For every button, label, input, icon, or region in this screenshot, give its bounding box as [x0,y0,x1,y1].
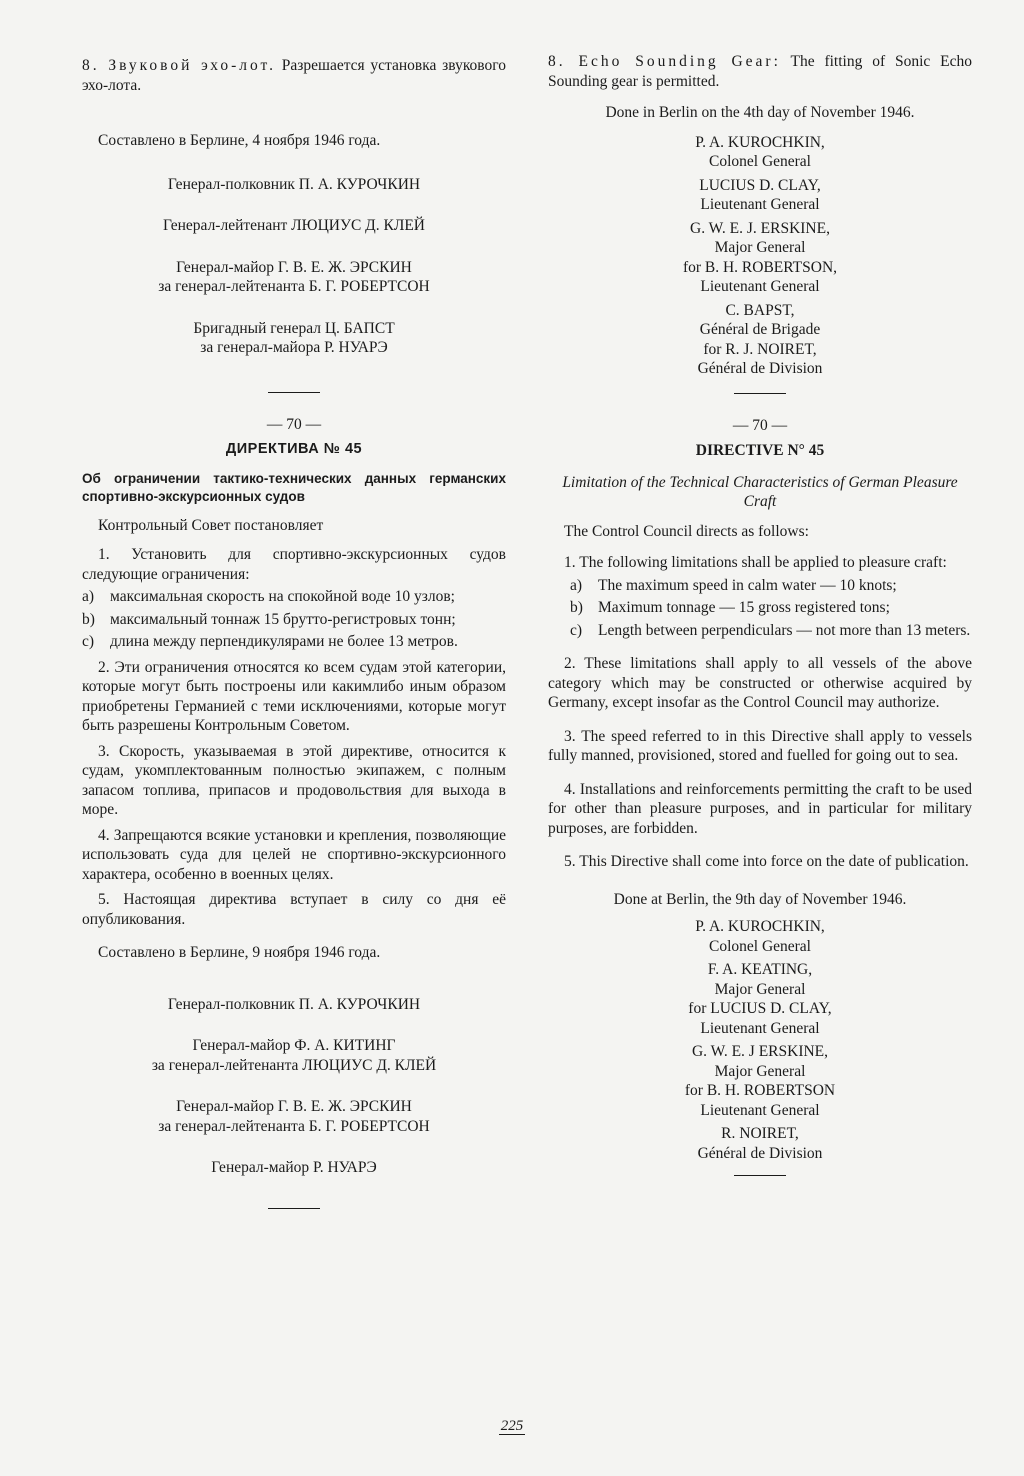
divider-rule [268,1208,320,1209]
signature-block [82,258,506,297]
en-paragraph-1: 1. The following limitations shall be applied to pleasure craft: [564,554,947,571]
ru-done-date-2: Составлено в Берлине, 9 ноября 1946 года. [98,944,381,961]
signature-line: G. W. E. J. ERSKINE, [690,219,830,237]
limit-list-item [570,576,972,596]
signature-line: Major General [714,1062,806,1080]
ru-signatures-1 [82,175,506,358]
signature-line: Lieutenant General [700,1101,820,1119]
signature-line: Lieutenant General [700,278,820,295]
signature-block [548,301,972,379]
ru-item8 [82,56,506,95]
en-paragraph-2: 2. These limitations shall apply to all vessels of the above category which may be constructed or otherwise acquired by Germany, except insofar as the Control Council may authorize. [548,655,972,711]
divider-rule [268,392,320,393]
en-done-date-2: Done at Berlin, the 9th day of November 1946. [613,890,907,908]
signature-block [82,216,506,236]
signature-line: Major General [714,980,806,998]
en-item8-text: The fitting of Sonic Echo Sounding gear is permitted. [548,53,972,90]
limit-list-label: a) [570,576,583,594]
signature-line: Colonel General [708,153,811,170]
signature-line: за генерал-лейтенанта ЛЮЦИУС Д. КЛЕЙ [151,1056,437,1074]
limit-list-label: а) [82,588,95,605]
en-limit-list [548,576,972,641]
limit-list-text: длина между перпендикулярами не более 13 метров. [110,633,458,650]
signature-line: F. A. KEATING, [707,961,813,978]
signature-line: Генерал-майор Г. В. Е. Ж. ЭРСКИН [176,1098,412,1115]
signature-line: for R. J. NOIRET, [703,340,817,358]
limit-list-text: Length between perpendiculars — not more than 13 meters. [598,621,971,639]
limit-list-text: The maximum speed in calm water — 10 knots; [598,576,897,594]
signature-line: Général de Division [697,1144,823,1162]
signature-block [82,1158,506,1178]
divider-rule [734,393,786,394]
page-number [0,1418,1024,1435]
en-item8-heading: 8. Echo Sounding Gear: [548,53,781,70]
limit-list-item [82,587,506,607]
signature-line: C. BAPST, [725,301,795,319]
signature-line: G. W. E. J ERSKINE, [691,1043,829,1060]
signature-line: Бригадный генерал Ц. БАПСТ [193,319,395,337]
limit-list-label: c) [570,621,583,639]
ru-limit-list [82,587,506,652]
signature-block [548,1124,972,1163]
signature-block [82,1097,506,1136]
ru-paragraph-1: 1. Установить для спортивно-экскурсионных судов следующие ограничения: [82,546,506,583]
signature-line: Генерал-майор Г. В. Е. Ж. ЭРСКИН [176,258,412,276]
en-signatures-1 [548,133,972,379]
signature-line: Général de Brigade [699,321,821,338]
limit-list-item [82,610,506,630]
ru-signatures-2 [82,995,506,1178]
signature-line: Генерал-майор Р. НУАРЭ [211,1159,377,1176]
limit-list-label: с) [82,633,95,650]
russian-column [82,52,506,1396]
ru-paragraph-2: 2. Эти ограничения относятся ко всем судам этой категории, которые могут быть построены или какимлибо иным образом приобретены Германией с теми исключениями, которые могут быть разрешены Контрольным Советом. [82,658,506,734]
english-column [548,52,972,1396]
signature-line: Lieutenant General [700,196,820,213]
ru-paragraph-5: 5. Настоящая директива вступает в силу со дня её опубликования. [82,891,506,928]
ru-paragraph-4: 4. Запрещаются всякие установки и крепления, позволяющие использовать суда для целей не спортивно-экскурсионного характера, особенно в военных целях. [82,826,506,883]
limit-list-item [570,621,972,641]
en-paragraph-3: 3. The speed referred to in this Directive shall apply to vessels fully manned, provisioned, stored and fuelled for going out to sea. [548,727,972,764]
signature-line: for B. H. ROBERTSON, [682,258,838,276]
signature-block [548,219,972,297]
signature-line: P. A. KUROCHKIN, [695,918,825,935]
signature-line: for LUCIUS D. CLAY, [688,1000,832,1017]
limit-list-text: максимальная скорость на спокойной воде 10 узлов; [110,588,455,605]
en-item8 [548,52,972,91]
en-signatures-2 [548,917,972,1163]
signature-line: LUCIUS D. CLAY, [699,176,821,194]
signature-line: Général de Division [697,360,823,377]
limit-list-item [82,632,506,652]
limit-list-label: b) [570,599,583,616]
en-done-date-1: Done in Berlin on the 4th day of November 1946. [605,104,915,121]
page-number-text: 225 [500,1418,524,1434]
signature-line: R. NOIRET, [721,1125,799,1142]
signature-line: за генерал-лейтенанта Б. Г. РОБЕРТСОН [158,278,430,295]
en-intro: The Control Council directs as follows: [564,522,809,540]
ru-directive-subtitle: Об ограничении тактико-технических данных германских спортивно-экскурсионных судов [82,470,506,504]
signature-line: Major General [714,239,806,256]
signature-line: Генерал-полковник П. А. КУРОЧКИН [167,175,421,193]
signature-block [548,176,972,215]
signature-line: P. A. KUROCHKIN, [695,133,825,151]
en-paragraph-4: 4. Installations and reinforcements permitting the craft to be used for other than pleasure purposes, and in particular for military purposes, are forbidden. [548,780,972,837]
divider-rule [734,1175,786,1176]
signature-line: за генерал-лейтенанта Б. Г. РОБЕРТСОН [158,1117,430,1135]
limit-list-label: b) [82,610,95,628]
limit-list-item [570,598,972,618]
en-directive-subtitle: Limitation of the Technical Characteristics of German Pleasure Craft [562,473,958,510]
signature-line: Генерал-лейтенант ЛЮЦИУС Д. КЛЕЙ [162,217,426,234]
ru-intro: Контрольный Совет постановляет [98,516,324,534]
signature-block [82,995,506,1015]
signature-line: Lieutenant General [700,1019,820,1037]
signature-block [82,175,506,195]
signature-block [548,917,972,956]
signature-line: for B. H. ROBERTSON [684,1082,836,1099]
signature-line: Генерал-полковник П. А. КУРОЧКИН [167,995,421,1013]
ru-done-date-1: Составлено в Берлине, 4 ноября 1946 года. [98,132,381,149]
ru-item8-text: Разрешается установка звукового эхо-лота. [82,57,506,94]
limit-list-text: максимальный тоннаж 15 брутто-регистровых тонн; [110,610,456,628]
ru-paragraph-3: 3. Скорость, указываемая в этой директиве, относится к судам, укомплектованным полностью экипажем, с полным запасом топлива, припасов и продовольствия для выхода в море. [82,742,506,818]
signature-block [548,960,972,1038]
signature-block [548,133,972,172]
en-directive-number: — 70 — [732,416,788,434]
signature-line: Генерал-майор Ф. А. КИТИНГ [192,1037,396,1054]
signature-block [548,1042,972,1120]
ru-item8-heading: 8. Звуковой эхо-лот. [82,57,277,74]
signature-line: за генерал-майора Р. НУАРЭ [200,339,388,356]
ru-directive-title: ДИРЕКТИВА № 45 [225,441,363,457]
en-directive-title: DIRECTIVE N° 45 [695,442,825,459]
en-paragraph-5: 5. This Directive shall come into force on the date of publication. [564,853,969,870]
signature-block [82,319,506,358]
ru-directive-number: — 70 — [266,415,322,433]
signature-block [82,1036,506,1075]
limit-list-text: Maximum tonnage — 15 gross registered tons; [598,599,890,616]
signature-line: Colonel General [708,937,811,955]
